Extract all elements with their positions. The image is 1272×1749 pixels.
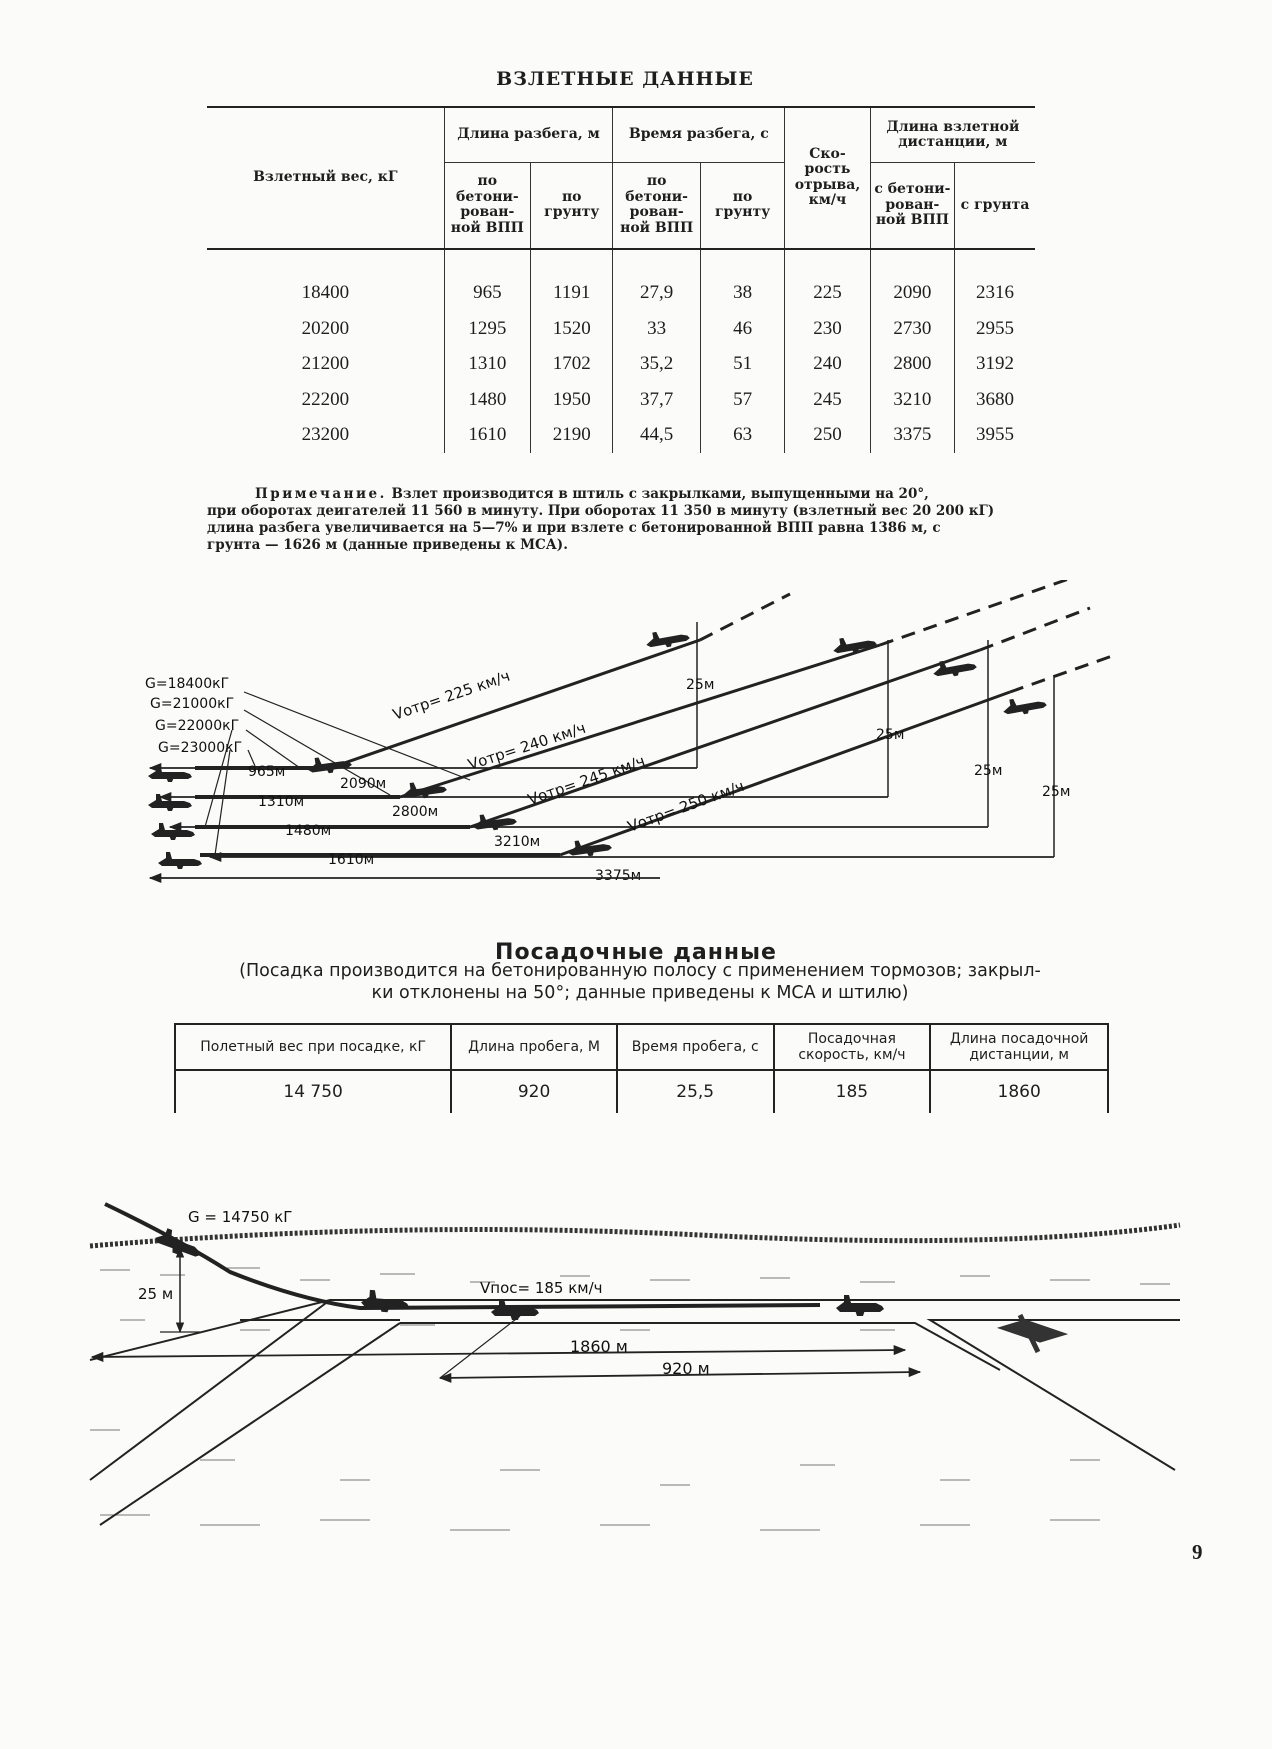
- landing-height-label: 25 м: [138, 1285, 174, 1303]
- table-row: [207, 347, 1035, 383]
- cell-speed: 230: [785, 311, 870, 347]
- cell-run-ground: 1702: [531, 347, 613, 383]
- cell-run-ground: 1520: [531, 311, 613, 347]
- weight-label-18400: G=18400кГ: [145, 676, 230, 692]
- landing-col-weight: Полетный вес при посадке, кГ: [175, 1024, 451, 1070]
- landing-weight-label: G = 14750 кГ: [188, 1208, 293, 1226]
- note-text: Взлет производится в штиль с закрылками, выпущенными на 20°,: [391, 486, 929, 502]
- cell-speed: 250: [785, 418, 870, 454]
- cell-speed: 245: [785, 382, 870, 418]
- cell-time-ground: 63: [700, 418, 784, 454]
- landing-subtitle: [180, 960, 1100, 1004]
- note-continuation: при оборотах деигателей 11 560 в минуту. При оборотах 11 350 в минуту (взлетный вес 20 200 кГ) длина разбега увеличивается на 5—7% и при взлете с бетонированной ВПП равна 1386 м, с грунта — 1626 м (данные приведены к МСА).: [207, 503, 995, 553]
- cell-time-ground: 51: [700, 347, 784, 383]
- run-label-1610: 1610м: [328, 852, 375, 868]
- distance-label-3375: 3375м: [595, 868, 642, 884]
- table-row: [207, 382, 1035, 418]
- cell-time-ground: 38: [700, 249, 784, 312]
- cell-run-ground: 1950: [531, 382, 613, 418]
- cell-speed: 225: [785, 249, 870, 312]
- page-number: 9: [1192, 1540, 1203, 1564]
- col-takeoff-distance-header: Длина взлетной дистанции, м: [870, 107, 1035, 163]
- takeoff-title: ВЗЛЕТНЫЕ ДАННЫЕ: [496, 68, 754, 90]
- cell-dist-ground: 3192: [955, 347, 1035, 383]
- cell-weight: 20200: [301, 317, 350, 339]
- landing-cell-weight: 14 750: [175, 1070, 451, 1113]
- cell-dist-ground: 2955: [955, 311, 1035, 347]
- height-label: 25м: [1042, 784, 1071, 800]
- cell-time-concrete: 37,7: [613, 382, 700, 418]
- landing-run-label: 920 м: [662, 1359, 710, 1378]
- table-row: [207, 418, 1035, 454]
- table-row: [207, 311, 1035, 347]
- cell-dist-ground: 3955: [955, 418, 1035, 454]
- landing-distance-label: 1860 м: [570, 1337, 628, 1356]
- table-row: [207, 249, 1035, 312]
- sub-ground-run: по грунту: [531, 163, 613, 249]
- col-run-length-header: Длина разбега, м: [444, 107, 613, 163]
- cell-run-concrete: 1610: [444, 418, 530, 454]
- landing-col-time: Время пробега, с: [617, 1024, 774, 1070]
- cell-time-ground: 57: [700, 382, 784, 418]
- col-run-time-header: Время разбега, с: [613, 107, 785, 163]
- height-label: 25м: [876, 727, 905, 743]
- cell-weight: 22200: [301, 388, 350, 410]
- height-label: 25м: [686, 677, 715, 693]
- sub-concrete-distance: с бетони-рован-ной ВПП: [870, 163, 954, 249]
- cell-time-ground: 46: [700, 311, 784, 347]
- takeoff-note: [207, 486, 1000, 554]
- cell-dist-concrete: 2090: [870, 249, 954, 312]
- takeoff-diagram: [0, 580, 1272, 910]
- cell-speed: 240: [785, 347, 870, 383]
- cell-time-concrete: 33: [613, 311, 700, 347]
- sub-ground-distance: с грунта: [955, 163, 1035, 249]
- speed-label-225: Vотр= 225 км/ч: [390, 666, 513, 724]
- cell-time-concrete: 35,2: [613, 347, 700, 383]
- weight-label-21000: G=21000кГ: [150, 696, 235, 712]
- weight-label-22000: G=22000кГ: [155, 718, 240, 734]
- cell-dist-concrete: 3375: [870, 418, 954, 454]
- distance-label-3210: 3210м: [494, 834, 541, 850]
- sub-ground-time: по грунту: [700, 163, 784, 249]
- run-label-1480: 1480м: [285, 823, 332, 839]
- sub-concrete-run: по бетони-рован-ной ВПП: [444, 163, 530, 249]
- landing-table: [174, 1023, 1109, 1113]
- cell-time-concrete: 27,9: [613, 249, 700, 312]
- cell-weight: 21200: [301, 353, 350, 375]
- landing-subtitle-line-2: ки отклонены на 50°; данные приведены к МСА и штилю): [371, 983, 909, 1003]
- cell-run-concrete: 1480: [444, 382, 530, 418]
- weight-label-23000: G=23000кГ: [158, 740, 243, 756]
- landing-speed-label: Vпос= 185 км/ч: [480, 1279, 603, 1297]
- cell-dist-concrete: 2730: [870, 311, 954, 347]
- landing-col-run: Длина пробега, М: [451, 1024, 617, 1070]
- cell-run-ground: 2190: [531, 418, 613, 454]
- takeoff-table: [207, 106, 1035, 453]
- cell-weight: 18400: [301, 282, 350, 304]
- cell-weight: 23200: [301, 424, 350, 446]
- cell-run-concrete: 1295: [444, 311, 530, 347]
- run-label-1310: 1310м: [258, 794, 305, 810]
- col-liftoff-speed-header: Ско-рость отрыва, км/ч: [785, 107, 870, 249]
- cell-run-concrete: 1310: [444, 347, 530, 383]
- landing-col-distance: Длина посадочной дистанции, м: [930, 1024, 1108, 1070]
- cell-run-concrete: 965: [444, 249, 530, 312]
- speed-label-245: Vотр= 245 км/ч: [525, 751, 648, 809]
- speed-label-250: Vотр= 250 км/ч: [625, 776, 747, 836]
- run-label-965: 965м: [248, 764, 286, 780]
- table-row: [175, 1070, 1108, 1113]
- cell-time-concrete: 44,5: [613, 418, 700, 454]
- cell-dist-ground: 3680: [955, 382, 1035, 418]
- landing-cell-run: 920: [451, 1070, 617, 1113]
- cell-run-ground: 1191: [531, 249, 613, 312]
- height-label: 25м: [974, 763, 1003, 779]
- sub-concrete-time: по бетони-рован-ной ВПП: [613, 163, 700, 249]
- note-lead: Примечание.: [255, 486, 387, 502]
- speed-label-240: Vотр= 240 км/ч: [465, 718, 588, 774]
- col-weight-header: Взлетный вес, кГ: [207, 107, 444, 249]
- landing-cell-speed: 185: [774, 1070, 931, 1113]
- distance-label-2090: 2090м: [340, 776, 387, 792]
- landing-subtitle-line-1: (Посадка производится на бетонированную полосу с применением тормозов; закрыл-: [239, 961, 1041, 981]
- landing-cell-time: 25,5: [617, 1070, 774, 1113]
- landing-title: Посадочные данные: [495, 940, 777, 965]
- distance-label-2800: 2800м: [392, 804, 439, 820]
- landing-cell-distance: 1860: [930, 1070, 1108, 1113]
- landing-col-speed: Посадочная скорость, км/ч: [774, 1024, 931, 1070]
- cell-dist-concrete: 2800: [870, 347, 954, 383]
- landing-diagram: [0, 1180, 1272, 1540]
- cell-dist-concrete: 3210: [870, 382, 954, 418]
- cell-dist-ground: 2316: [955, 249, 1035, 312]
